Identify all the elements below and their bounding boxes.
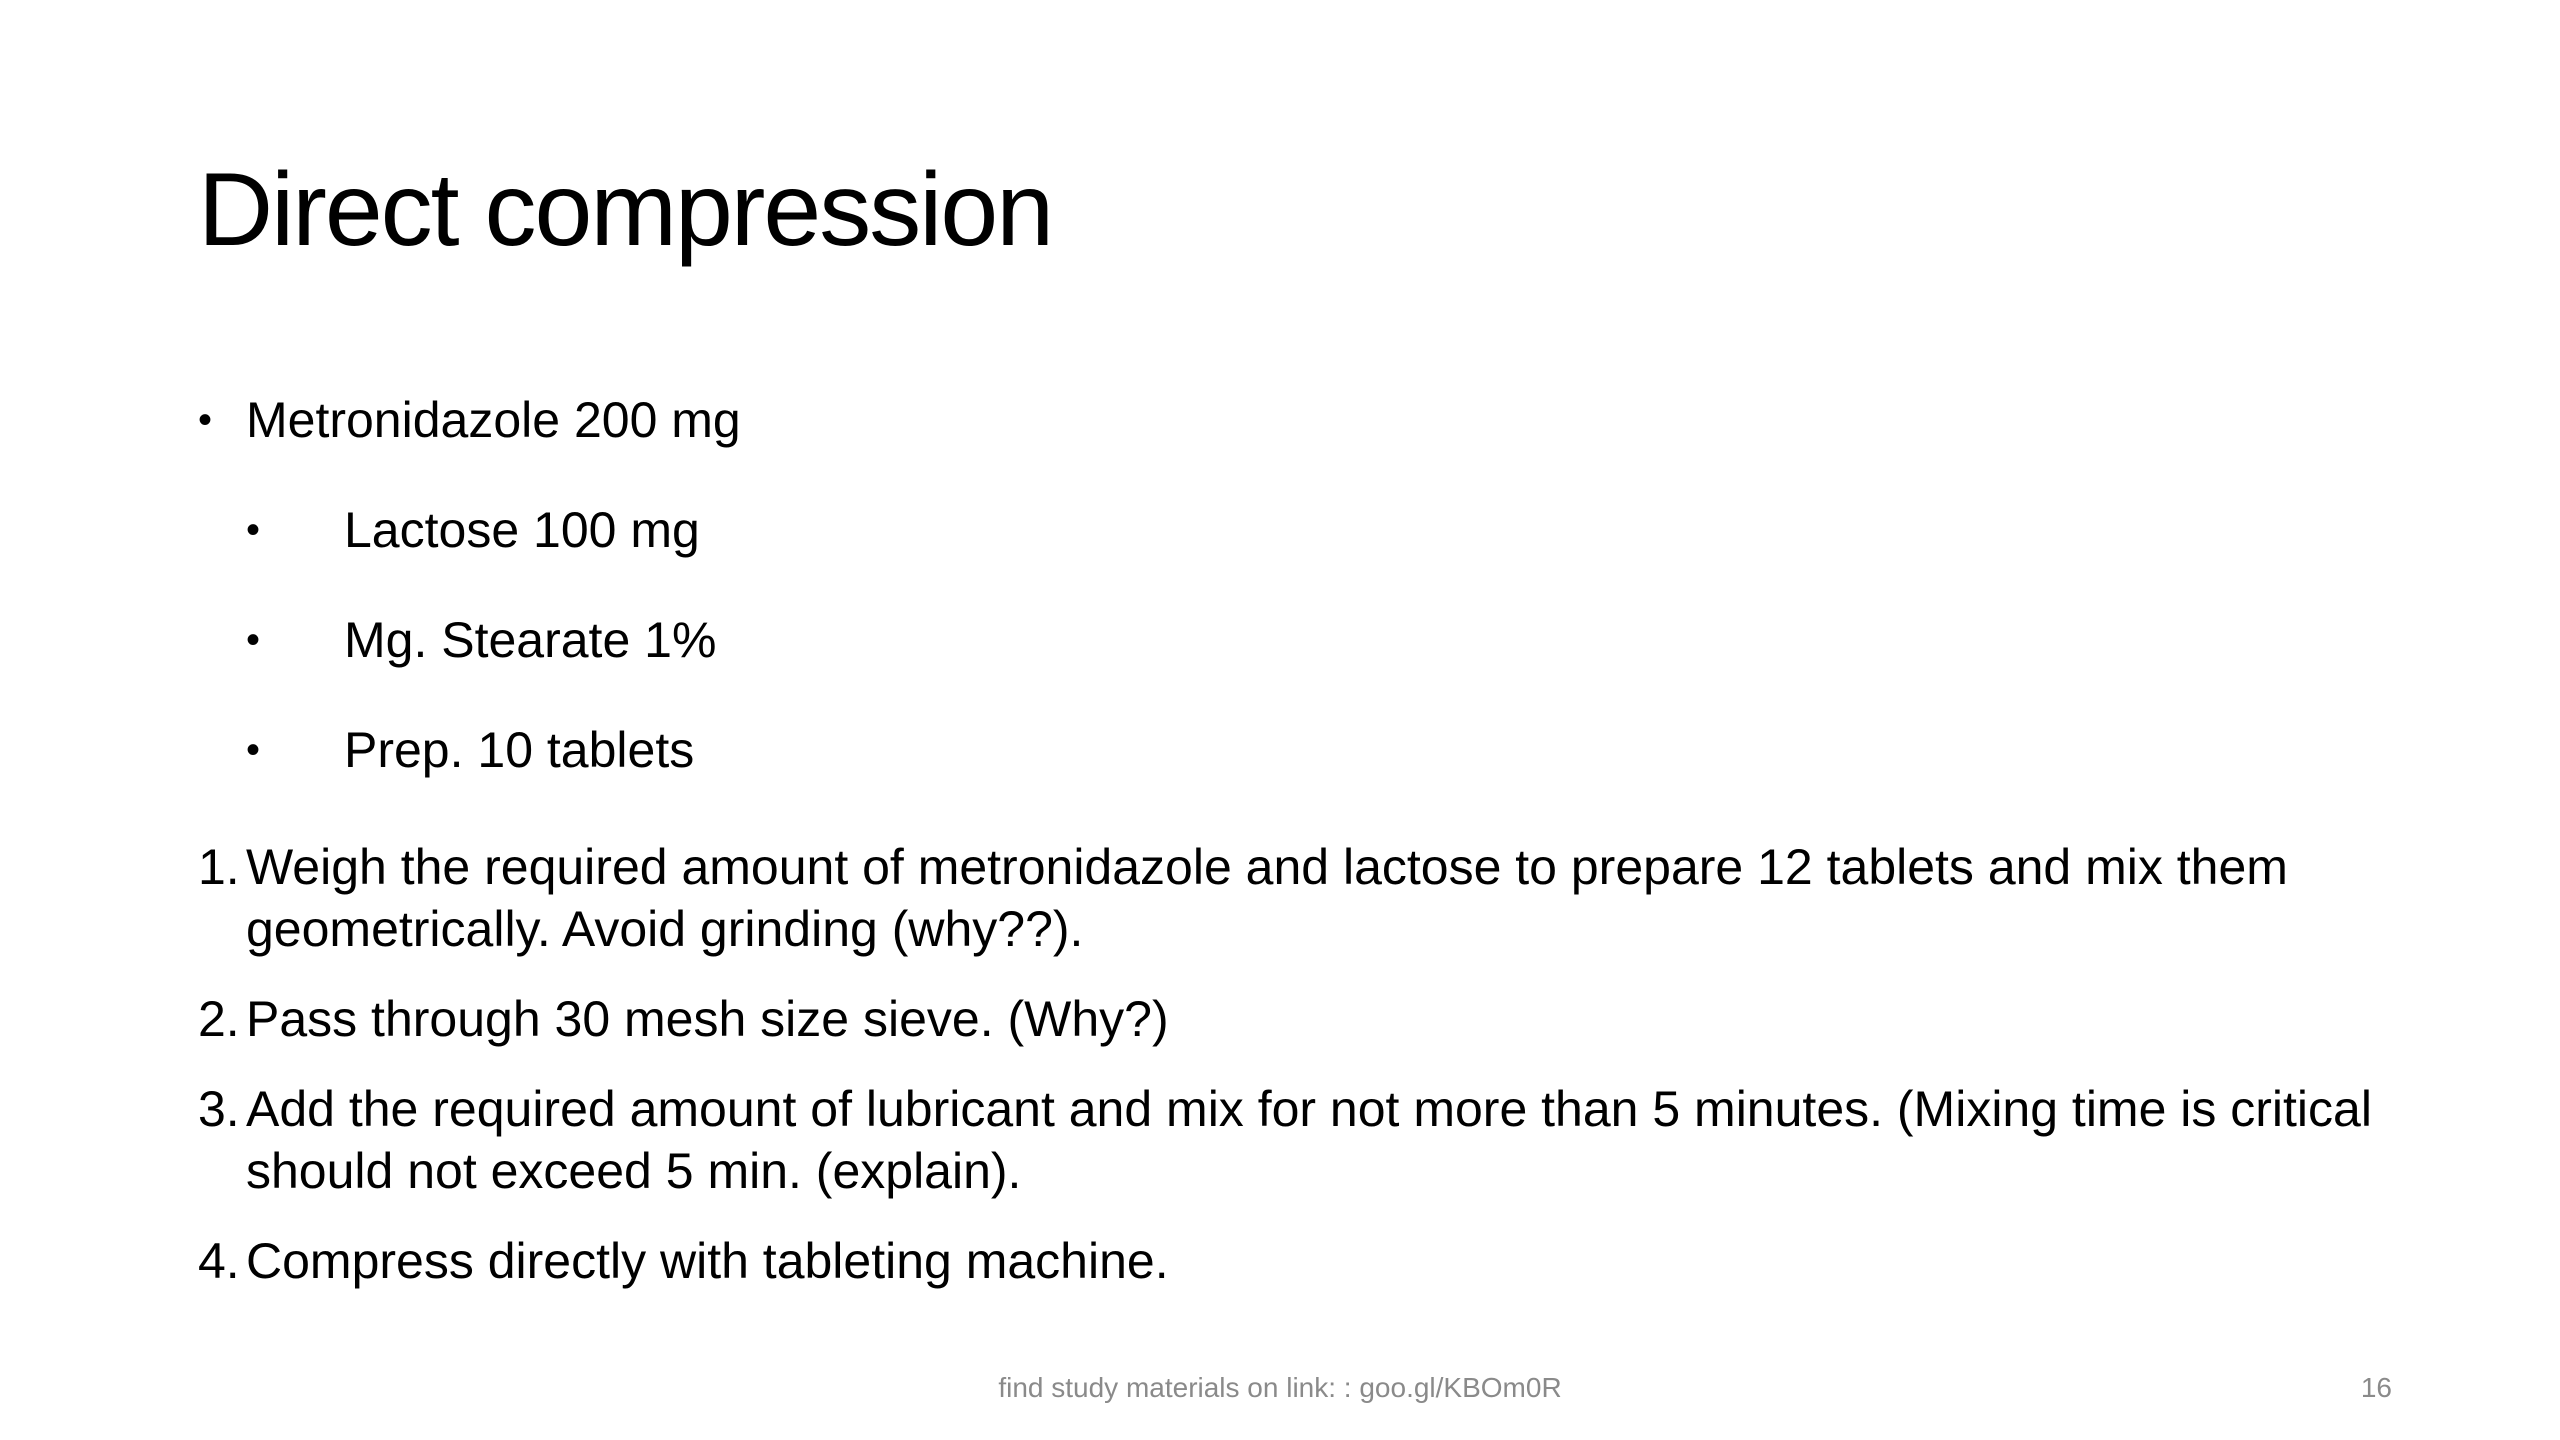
step-item [198,988,2408,1050]
list-item-text: Metronidazole 200 mg [246,392,741,448]
list-item [198,720,2398,780]
page-number: 16 [2360,1372,2392,1403]
step-text: Compress directly with tableting machine. [246,1233,1169,1289]
list-item-text: Prep. 10 tablets [344,722,695,778]
list-item [198,390,2398,450]
step-text: Pass through 30 mesh size sieve. (Why?) [246,991,1169,1047]
step-text: Weigh the required amount of metronidazole and lactose to prepare 12 tablets and mix them geometrically. Avoid grinding (why??). [246,839,2288,957]
bullet-icon: • [246,618,261,662]
list-item-text: Lactose 100 mg [344,502,700,558]
procedure-steps [198,836,2408,1320]
slide-title: Direct compression [198,152,1053,268]
step-number: 2. [198,991,240,1047]
bullet-icon: • [246,728,261,772]
step-item [198,1230,2408,1292]
step-number: 1. [198,839,240,895]
step-text: Add the required amount of lubricant and mix for not more than 5 minutes. (Mixing time is critical should not exceed 5 min. (explain). [246,1081,2372,1199]
bullet-icon: • [246,508,261,552]
footer-link-text: find study materials on link: : goo.gl/KBOm0R [998,1372,1562,1403]
list-item [198,610,2398,670]
step-item [198,836,2408,960]
ingredient-list [198,390,2398,830]
step-number: 4. [198,1233,240,1289]
list-item-text: Mg. Stearate 1% [344,612,717,668]
bullet-icon: • [198,398,213,442]
step-number: 3. [198,1081,240,1137]
list-item [198,500,2398,560]
step-item [198,1078,2408,1202]
